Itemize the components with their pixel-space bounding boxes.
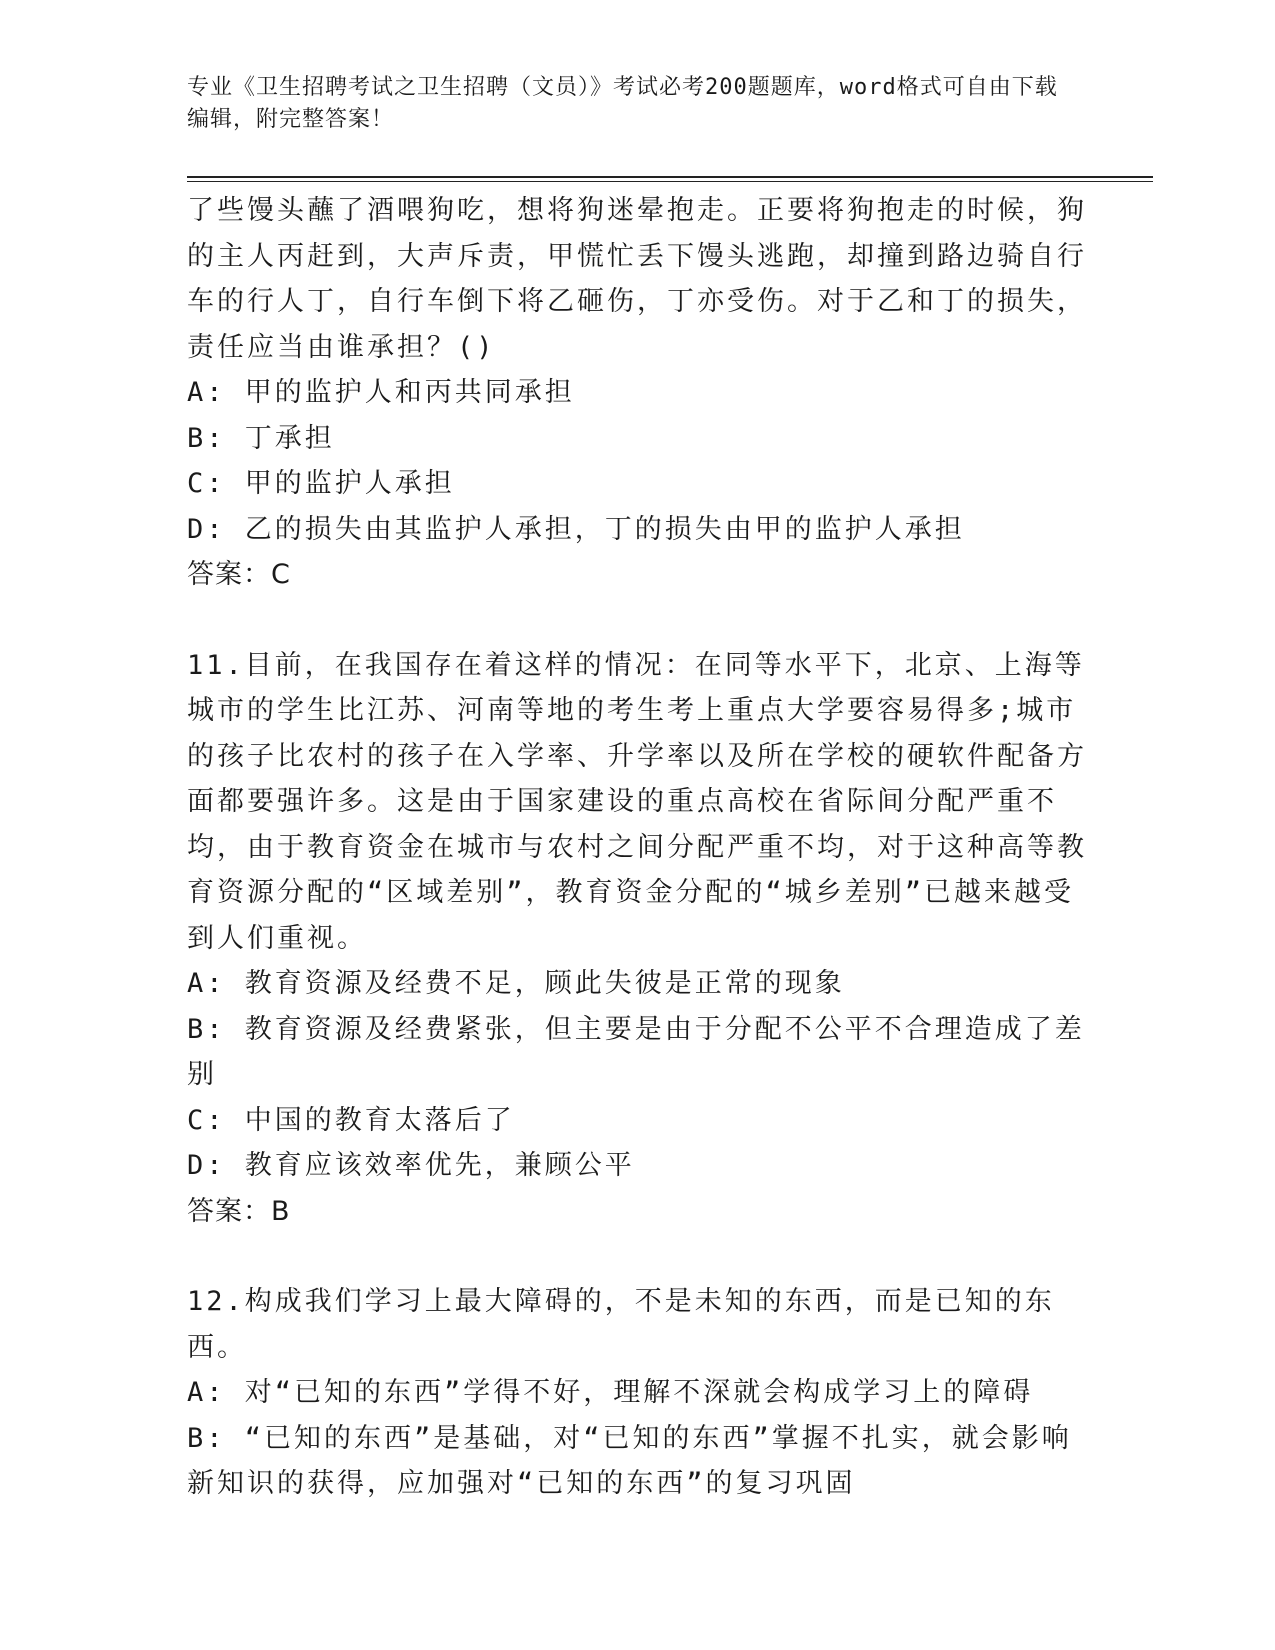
spacer: [187, 1234, 1087, 1279]
option-d: D: 乙的损失由其监护人承担，丁的损失由甲的监护人承担: [187, 513, 965, 545]
header-divider: [187, 176, 1153, 182]
option-b: B: 丁承担: [187, 422, 335, 454]
option-a: A: 对“已知的东西”学得不好，理解不深就会构成学习上的障碍: [187, 1377, 1034, 1408]
spacer: [187, 598, 1087, 643]
option-a: A: 甲的监护人和丙共同承担: [187, 377, 575, 408]
answer-label: 答案：B: [187, 1195, 291, 1227]
page-header: 专业《卫生招聘考试之卫生招聘（文员）》考试必考200题题库，word格式可自由下载编辑，附完整答案！: [187, 75, 1058, 132]
question-stem: 11.目前，在我国存在着这样的情况：在同等水平下，北京、上海等城市的学生比江苏、河南等地的考生考上重点大学要容易得多;城市的孩子比农村的孩子在入学率、升学率以及所在学校的硬软件配备方面都要强许多。这是由于国家建设的重点高校在省际间分配严重不均，由于教育资金在城市与农村之间分配严重不均，对于这种高等教育资源分配的“区域差别”，教育资金分配的“城乡差别”已越来越受到人们重视。: [187, 649, 1087, 954]
question-11: [187, 643, 1087, 1235]
question-10: [187, 188, 1087, 598]
option-b: B: “已知的东西”是基础，对“已知的东西”掌握不扎实，就会影响新知识的获得，应加强对“已知的东西”的复习巩固: [187, 1422, 1072, 1499]
page-content: [187, 188, 1087, 1507]
answer-label: 答案：C: [187, 559, 291, 590]
option-c: C: 中国的教育太落后了: [187, 1104, 515, 1136]
option-d: D: 教育应该效率优先，兼顾公平: [187, 1150, 635, 1181]
question-stem: 12.构成我们学习上最大障碍的，不是未知的东西，而是已知的东西。: [187, 1286, 1055, 1363]
option-c: C: 甲的监护人承担: [187, 468, 455, 499]
question-12: [187, 1279, 1087, 1507]
option-a: A: 教育资源及经费不足，顾此失彼是正常的现象: [187, 968, 845, 999]
option-b: B: 教育资源及经费紧张，但主要是由于分配不公平不合理造成了差别: [187, 1013, 1085, 1090]
question-stem: 了些馒头蘸了酒喂狗吃，想将狗迷晕抱走。正要将狗抱走的时候，狗的主人丙赶到，大声斥责，甲慌忙丢下馒头逃跑，却撞到路边骑自行车的行人丁，自行车倒下将乙砸伤，丁亦受伤。对于乙和丁的损失，责任应当由谁承担？(): [187, 195, 1087, 363]
